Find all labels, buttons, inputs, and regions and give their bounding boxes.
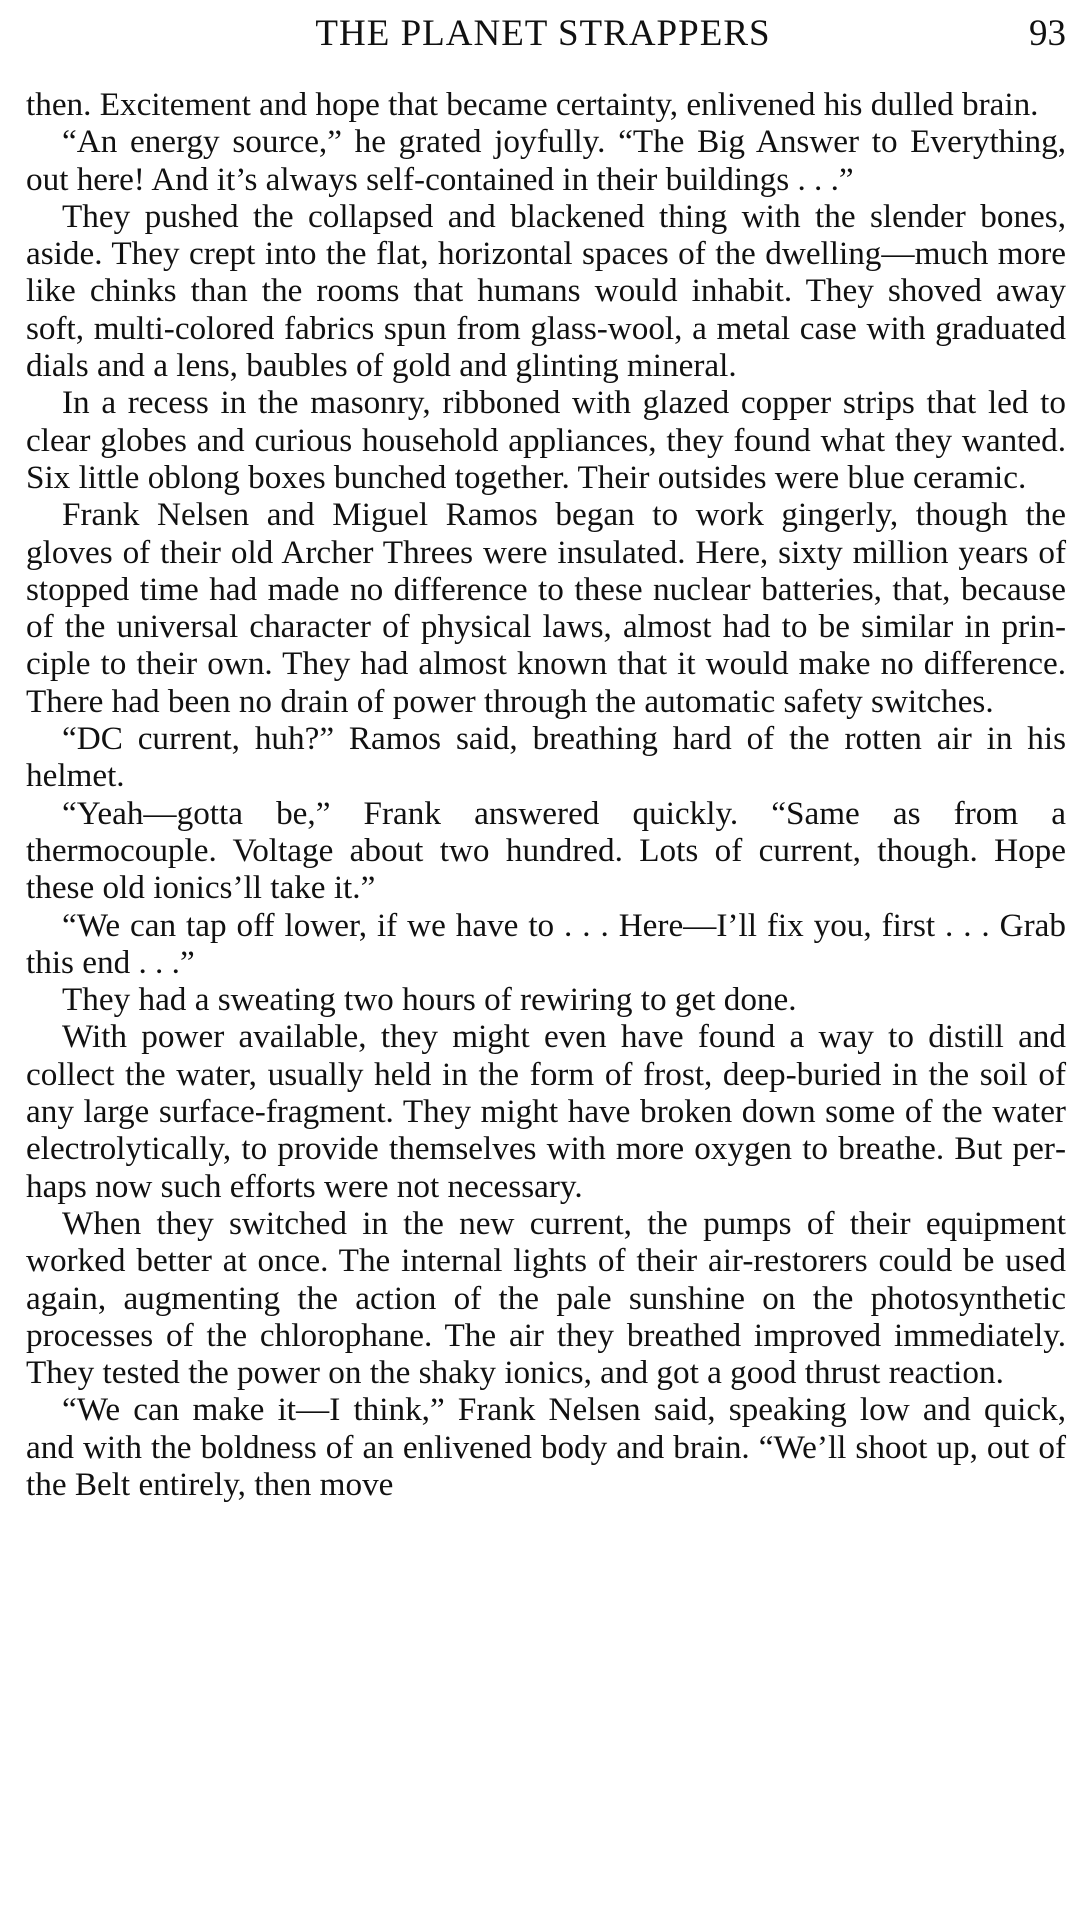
paragraph: “We can tap off lower, if we have to . . . Here—I’ll fix you, first . . . Grab this end . . .” xyxy=(26,906,1066,981)
paragraph: “Yeah—gotta be,” Frank answered quickly. “Same as from a thermocouple. Voltage about two hundred. Lots of current, though. Hope these old ionics’ll take it.” xyxy=(26,794,1066,907)
page-number: 93 xyxy=(1029,13,1066,54)
paragraph: In a recess in the masonry, ribboned with glazed copper strips that led to clear globes and curious household appliances, they found what they wanted. Six little oblong boxes bunched together. Their outsides were blue ceramic. xyxy=(26,384,1066,496)
paragraph: “DC current, huh?” Ramos said, breathing hard of the rotten air in his helmet. xyxy=(26,720,1066,795)
paragraph: then. Excitement and hope that became certainty, enlivened his dulled brain. xyxy=(26,86,1039,123)
running-head-title: THE PLANET STRAPPERS xyxy=(315,13,771,54)
paragraph: Frank Nelsen and Miguel Ramos began to work gingerly, though the gloves of their old Archer Threes were insulated. Here, sixty million years of stopped time had made no difference to these nuclear batteries, that, because of the universal character of physical laws, almost had to be similar in principle to their own. They had almost known that it would make no difference. There had been no drain of power through the automatic safety switches. xyxy=(26,496,1066,720)
body-text xyxy=(26,86,1066,1503)
paragraph: “An energy source,” he grated joyfully. “The Big Answer to Everything, out here! And it’s always self-contained in their buildings . . .” xyxy=(26,123,1066,198)
paragraph: They pushed the collapsed and blackened thing with the slender bones, aside. They crept into the flat, horizontal spaces of the dwelling—much more like chinks than the rooms that humans would inhabit. They shoved away soft, multi-colored fabrics spun from glass-wool, a metal case with graduated dials and a lens, baubles of gold and glinting mineral. xyxy=(26,197,1066,385)
paragraph: When they switched in the new current, the pumps of their equipment worked better at once. The internal lights of their air-restorers could be used again, augmenting the action of the pale sunshine on the photosynthetic processes of the chlorophane. The air they breathed improved immediately. They tested the power on the shaky ionics, and got a good thrust reaction. xyxy=(26,1204,1066,1392)
paragraph: “We can make it—I think,” Frank Nelsen said, speaking low and quick, and with the boldness of an enlivened body and brain. “We’ll shoot up, out of the Belt entirely, then move xyxy=(26,1391,1066,1503)
paragraph: With power available, they might even have found a way to distill and collect the water, usually held in the form of frost, deep-buried in the soil of any large surface-fragment. They might have broken down some of the water electrolytically, to provide themselves with more oxygen to breathe. But perhaps now such efforts were not necessary. xyxy=(26,1018,1066,1205)
paragraph: They had a sweating two hours of rewiring to get done. xyxy=(62,981,797,1019)
page-header xyxy=(20,6,1066,56)
